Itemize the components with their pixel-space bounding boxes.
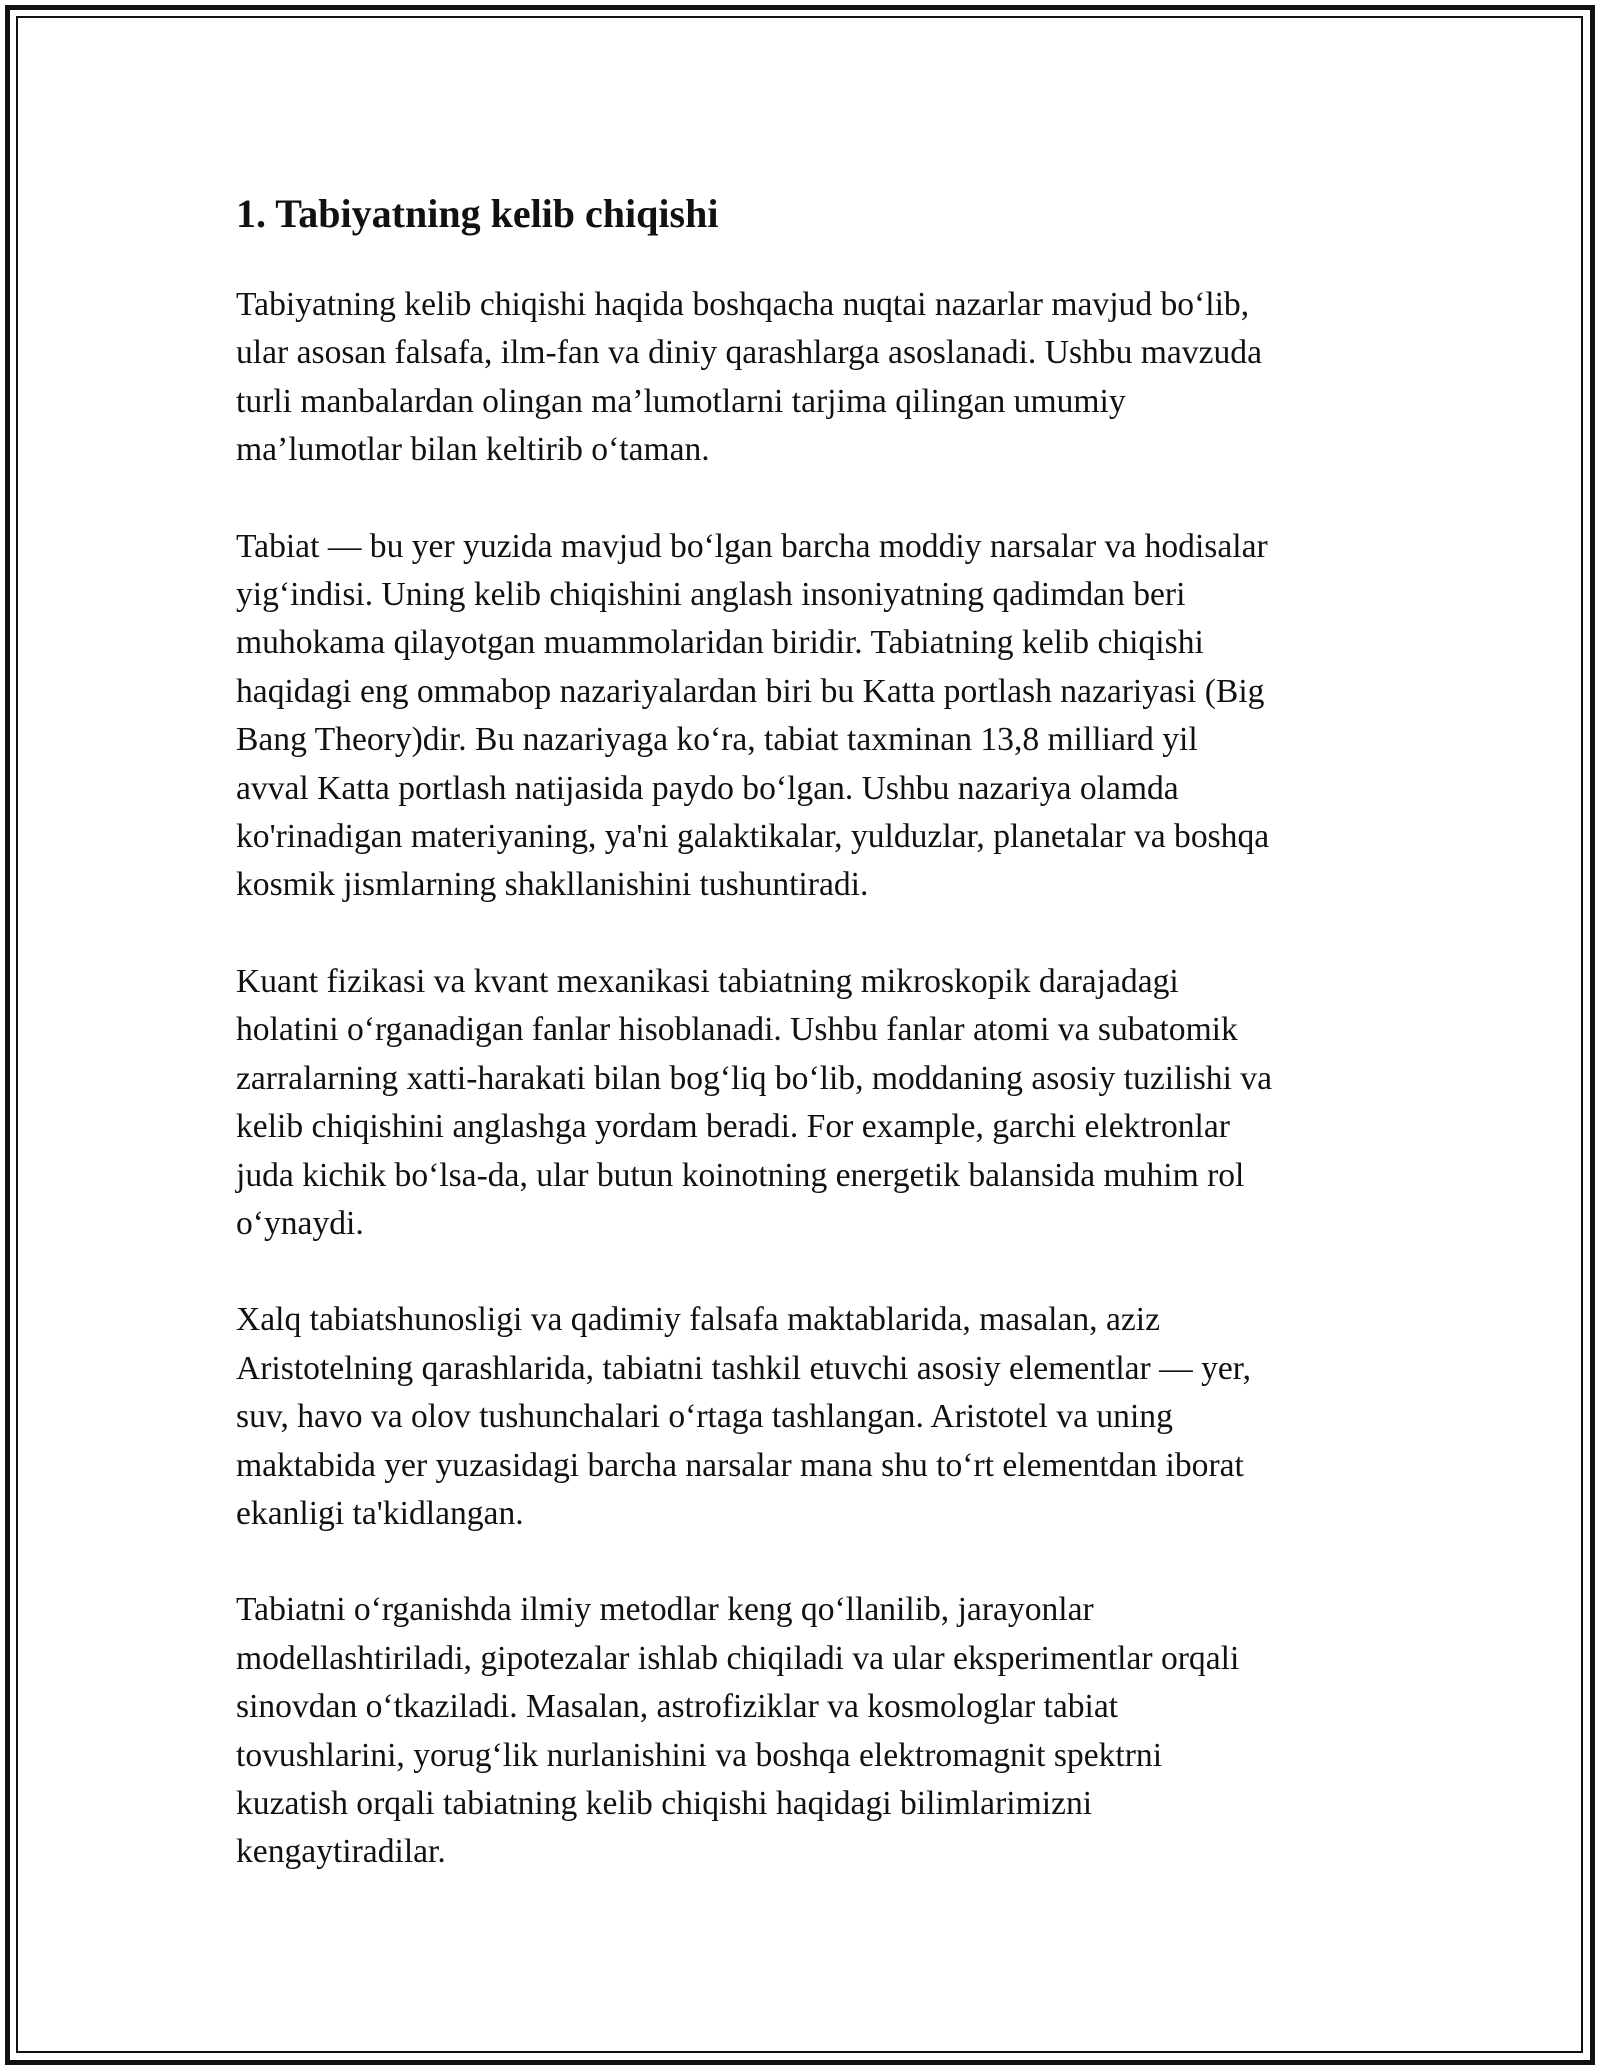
text-line: kengaytiradilar.	[236, 1833, 446, 1871]
text-line: suv, havo va olov tushunchalari o‘rtaga tashlangan. Aristotel va uning	[236, 1398, 1173, 1436]
section-heading: 1. Tabiyatning kelib chiqishi	[236, 191, 719, 236]
text-line: ma’lumotlar bilan keltirib o‘taman.	[236, 431, 710, 469]
text-line: ko'rinadigan materiyaning, ya'ni galaktikalar, yulduzlar, planetalar va boshqa	[236, 818, 1270, 856]
text-line: Xalq tabiatshunosligi va qadimiy falsafa maktablarida, masalan, aziz	[236, 1301, 1161, 1339]
text-line: ular asosan falsafa, ilm-fan va diniy qarashlarga asoslanadi. Ushbu mavzuda	[236, 334, 1262, 372]
text-line: avval Katta portlash natijasida paydo bo‘lgan. Ushbu nazariya olamda	[236, 769, 1179, 807]
text-line: Aristotelning qarashlarida, tabiatni tashkil etuvchi asosiy elementlar — yer,	[236, 1349, 1252, 1387]
text-line: kosmik jismlarning shakllanishini tushuntiradi.	[236, 866, 869, 904]
text-line: kuzatish orqali tabiatning kelib chiqishi haqidagi bilimlarimizni	[236, 1784, 1093, 1822]
text-line: modellashtiriladi, gipotezalar ishlab chiqiladi va ular eksperimentlar orqali	[236, 1639, 1240, 1677]
paragraph-2	[236, 523, 1386, 910]
paragraph-1	[236, 281, 1386, 475]
text-line: Tabiyatning kelib chiqishi haqida boshqacha nuqtai nazarlar mavjud bo‘lib,	[236, 286, 1250, 323]
text-line: yig‘indisi. Uning kelib chiqishini anglash insoniyatning qadimdan beri	[236, 576, 1186, 614]
text-line: Tabiatni o‘rganishda ilmiy metodlar keng qo‘llanilib, jarayonlar	[236, 1591, 1094, 1629]
text-line: kelib chiqishini anglashga yordam beradi. For example, garchi elektronlar	[236, 1108, 1230, 1146]
paragraph-3	[236, 958, 1386, 1248]
text-line: zarralarning xatti-harakati bilan bog‘liq bo‘lib, moddaning asosiy tuzilishi va	[236, 1059, 1272, 1097]
text-line: turli manbalardan olingan ma’lumotlarni tarjima qilingan umumiy	[236, 382, 1126, 420]
text-line: holatini o‘rganadigan fanlar hisoblanadi. Ushbu fanlar atomi va subatomik	[236, 1011, 1238, 1049]
paragraph-5	[236, 1586, 1386, 1876]
text-line: sinovdan o‘tkaziladi. Masalan, astrofiziklar va kosmologlar tabiat	[236, 1688, 1119, 1726]
text-line: Kuant fizikasi va kvant mexanikasi tabiatning mikroskopik darajadagi	[236, 962, 1179, 1000]
text-line: maktabida yer yuzasidagi barcha narsalar mana shu to‘rt elementdan iborat	[236, 1446, 1244, 1484]
document-content	[236, 183, 1386, 1925]
text-line: juda kichik bo‘lsa-da, ular butun koinotning energetik balansida muhim rol	[236, 1156, 1245, 1194]
text-line: Tabiat — bu yer yuzida mavjud bo‘lgan barcha moddiy narsalar va hodisalar	[236, 527, 1268, 565]
paragraph-4	[236, 1296, 1386, 1538]
text-line: o‘ynaydi.	[236, 1204, 364, 1242]
text-line: tovushlarini, yorug‘lik nurlanishini va boshqa elektromagnit spektrni	[236, 1736, 1163, 1774]
text-line: Bang Theory)dir. Bu nazariyaga ko‘ra, tabiat taxminan 13,8 milliard yil	[236, 721, 1198, 759]
text-line: muhokama qilayotgan muammolaridan biridir. Tabiatning kelib chiqishi	[236, 624, 1204, 662]
text-line: haqidagi eng ommabop nazariyalardan biri bu Katta portlash nazariyasi (Big	[236, 672, 1265, 710]
text-line: ekanligi ta'kidlangan.	[236, 1494, 524, 1532]
